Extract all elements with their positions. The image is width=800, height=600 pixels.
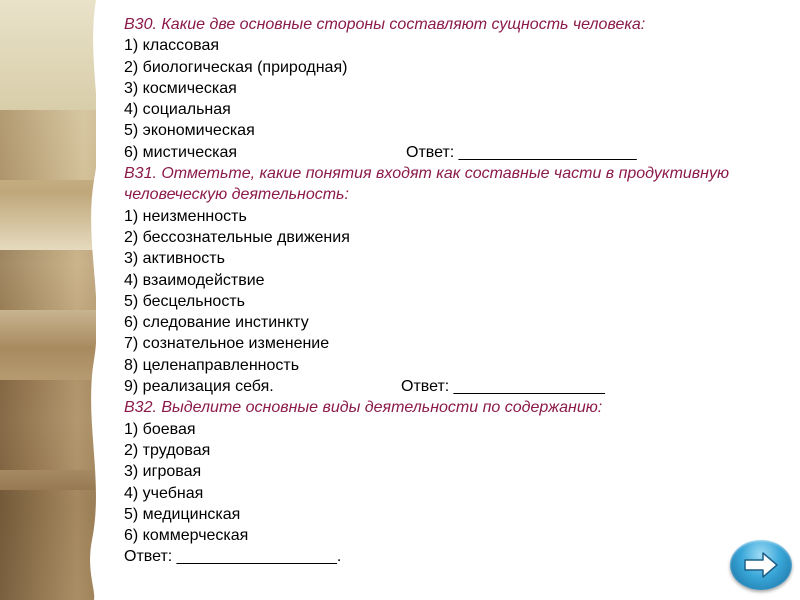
answer-field-b30[interactable]: Ответ: ____________________ [406,143,637,161]
question-b30: В30. Какие две основные стороны составляют сущность человека: [124,16,646,33]
option-row-with-answer [124,376,784,397]
option: 5) экономическая [124,122,255,140]
option: 3) игровая [124,463,202,481]
option: 5) медицинская [124,505,241,523]
answer-field-b32[interactable]: Ответ: __________________. [124,548,342,566]
question-b31: В31. Отметьте, какие понятия входят как составные части в продуктивную человеческую деятельность: [124,165,729,204]
option: 6) следование инстинкту [124,314,309,332]
option: 5) бесцельность [124,292,245,310]
question-b32: В32. Выделите основные виды деятельности по содержанию: [124,399,603,417]
page-wavy-edge [82,0,122,600]
option: 6) мистическая [124,143,238,161]
option: 7) сознательное изменение [124,335,330,353]
next-slide-button[interactable] [730,540,792,590]
option: 1) неизменность [124,207,247,225]
option-row-with-answer [124,142,784,163]
arrow-right-icon [741,550,781,580]
option: 2) бессознательные движения [124,228,350,246]
option: 3) активность [124,250,225,268]
option: 4) взаимодействие [124,271,265,289]
option: 2) биологическая (природная) [124,58,348,76]
quiz-content [124,14,784,568]
option: 9) реализация себя. [124,378,274,396]
option: 1) классовая [124,37,220,55]
answer-field-b31[interactable]: Ответ: _________________ [401,378,605,396]
option: 2) трудовая [124,441,211,459]
option: 6) коммерческая [124,527,249,545]
option: 3) космическая [124,79,237,97]
option: 1) боевая [124,420,196,438]
option: 8) целенаправленность [124,356,300,374]
option: 4) социальная [124,101,231,119]
option: 4) учебная [124,484,204,502]
